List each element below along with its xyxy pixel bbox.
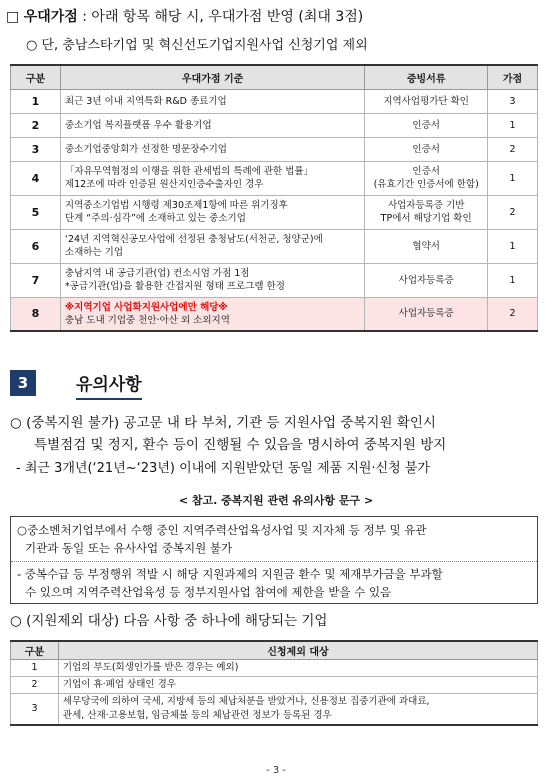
col-header-criteria: 우대가점 기준 xyxy=(60,65,364,89)
col-header-points: 가점 xyxy=(488,65,538,89)
row-points: 1 xyxy=(488,113,538,137)
note-item2-line2: 수 있으며 지역주력산업육성 등 정부지원사업 참여에 제한을 받을 수 있음 xyxy=(25,585,392,599)
preference-table xyxy=(10,64,538,332)
page-number: - 3 - xyxy=(266,765,286,776)
table-row-highlighted xyxy=(11,297,538,331)
note-heading: < 참고. 중복지원 관련 유의사항 문구 > xyxy=(178,494,374,507)
row-criteria xyxy=(60,263,364,297)
col-header-target: 신청제외 대상 xyxy=(58,641,537,660)
criteria-line: 소재하는 기업 xyxy=(64,247,124,258)
row-doc: 인증서 xyxy=(365,137,488,161)
exclusion-table xyxy=(10,640,538,726)
note-item2-line1: - 중복수급 등 부정행위 적발 시 해당 지원과제의 지원금 환수 및 제재부가금을 부과할 xyxy=(17,567,443,581)
row-criteria: 중소기업중앙회가 선정한 명문장수기업 xyxy=(60,137,364,161)
preference-header xyxy=(6,6,363,26)
row-doc: 사업자등록증 xyxy=(365,263,488,297)
criteria-line: ‘24년 지역혁신공모사업에 선정된 충청남도(서천군, 청양군)에 xyxy=(64,234,323,245)
row-doc: 인증서 xyxy=(365,113,488,137)
row-doc xyxy=(365,195,488,229)
row-no: 3 xyxy=(11,694,59,726)
row-text-line: 관세, 산재·고용보험, 임금체불 등의 체납관련 정보가 등록된 경우 xyxy=(62,710,332,721)
row-criteria xyxy=(60,229,364,263)
row-points: 2 xyxy=(488,137,538,161)
row-points: 3 xyxy=(488,89,538,113)
note-box xyxy=(10,516,538,604)
row-text-line: 세무당국에 의하여 국세, 지방세 등의 체납처분을 받았거나, 신용정보 집중기관에 과대료, xyxy=(62,696,430,707)
criteria-line: 충남 도내 기업중 천안·아산 외 소외지역 xyxy=(64,314,230,326)
col-header-no: 구분 xyxy=(11,641,59,660)
exclusion-note xyxy=(26,34,368,53)
note-divider xyxy=(11,561,537,562)
row-points: 2 xyxy=(488,297,538,331)
row-doc xyxy=(365,161,488,195)
table-row xyxy=(11,137,538,161)
checkbox-icon: □ xyxy=(6,9,20,25)
row-no: 1 xyxy=(11,660,59,677)
table-row xyxy=(11,195,538,229)
col-header-no: 구분 xyxy=(11,65,61,89)
row-points: 1 xyxy=(488,161,538,195)
duplicate-support-line2: 특별점검 및 정지, 환수 등이 진행될 수 있음을 명시하여 중복지원 방지 xyxy=(34,437,447,453)
doc-line: (유효기간 인증서에 한함) xyxy=(373,179,479,190)
criteria-line: 충남지역 내 공급기관(업) 컨소시엄 가점 1점 xyxy=(64,268,250,279)
table-row xyxy=(11,694,538,726)
row-doc: 사업자등록증 xyxy=(365,297,488,331)
exclusion-target-line: ○ (지원제외 대상) 다음 사항 중 하나에 해당되는 기업 xyxy=(10,613,328,629)
row-no: 1 xyxy=(11,89,61,113)
row-criteria xyxy=(60,195,364,229)
doc-line: TP에서 해당기업 확인 xyxy=(380,213,472,224)
row-no: 2 xyxy=(11,677,59,694)
exclusion-text: 단, 충남스타기업 및 혁신선도기업지원사업 신청기업 제외 xyxy=(41,38,368,53)
row-criteria: 중소기업 복지플랫폼 우수 활용기업 xyxy=(60,113,364,137)
row-criteria xyxy=(60,297,364,331)
col-header-doc: 증빙서류 xyxy=(365,65,488,89)
row-criteria xyxy=(60,161,364,195)
row-text: 기업의 부도(회생인가를 받은 경우는 예외) xyxy=(58,660,537,677)
circle-bullet-icon: ○ xyxy=(26,38,38,53)
criteria-line: 단계 “주의·심각”에 소재하고 있는 중소기업 xyxy=(64,213,246,224)
criteria-line: 지역중소기업법 시행령 제30조제1항에 따른 위기징후 xyxy=(64,200,288,211)
section-number: 3 xyxy=(10,370,36,396)
section-title: 유의사항 xyxy=(76,370,142,400)
table-row xyxy=(11,229,538,263)
row-points: 2 xyxy=(488,195,538,229)
criteria-warning: ※지역기업 사업화지원사업에만 해당※ xyxy=(64,301,228,313)
table-row xyxy=(11,263,538,297)
preference-title: 우대가점 xyxy=(23,9,78,25)
duplicate-support-line3: - 최근 3개년(‘21년~‘23년) 이내에 지원받았던 동일 제품 지원·신청 불가 xyxy=(16,461,430,476)
row-doc: 지역사업평가단 확인 xyxy=(365,89,488,113)
doc-line: 사업자등록증 기반 xyxy=(387,200,465,211)
note-item1-line1: ○중소벤처기업부에서 수행 중인 지역주력산업육성사업 및 지자체 등 정부 및 유관 xyxy=(17,523,427,537)
row-no: 7 xyxy=(11,263,61,297)
row-no: 6 xyxy=(11,229,61,263)
row-text xyxy=(58,694,537,726)
table-row xyxy=(11,89,538,113)
table-row xyxy=(11,161,538,195)
row-points: 1 xyxy=(488,229,538,263)
criteria-line: *공급기관(업)을 활용한 간접지원 형태 프로그램 한정 xyxy=(64,281,285,292)
table-row xyxy=(11,677,538,694)
note-item1-line2: 기관과 동일 또는 유사사업 중복지원 불가 xyxy=(25,541,233,555)
table-row xyxy=(11,660,538,677)
row-no: 3 xyxy=(11,137,61,161)
row-no: 8 xyxy=(11,297,61,331)
row-doc: 협약서 xyxy=(365,229,488,263)
criteria-line: 「자유무역협정의 이행을 위한 관세법의 특례에 관한 법률」 xyxy=(64,166,314,177)
preference-desc: : 아래 항목 해당 시, 우대가점 반영 (최대 3점) xyxy=(77,9,364,25)
row-no: 5 xyxy=(11,195,61,229)
table-header-row xyxy=(11,641,538,660)
table-row xyxy=(11,113,538,137)
doc-line: 인증서 xyxy=(412,166,440,177)
row-criteria: 최근 3년 이내 지역특화 R&D 종료기업 xyxy=(60,89,364,113)
table-header-row xyxy=(11,65,538,89)
row-no: 4 xyxy=(11,161,61,195)
duplicate-support-line1: ○ (중복지원 불가) 공고문 내 타 부처, 기관 등 지원사업 중복지원 확인시 xyxy=(10,415,436,431)
row-points: 1 xyxy=(488,263,538,297)
row-text: 기업이 휴·폐업 상태인 경우 xyxy=(58,677,537,694)
criteria-line: 제12조에 따라 인증된 원산지인증수출자인 경우 xyxy=(64,179,264,190)
row-no: 2 xyxy=(11,113,61,137)
